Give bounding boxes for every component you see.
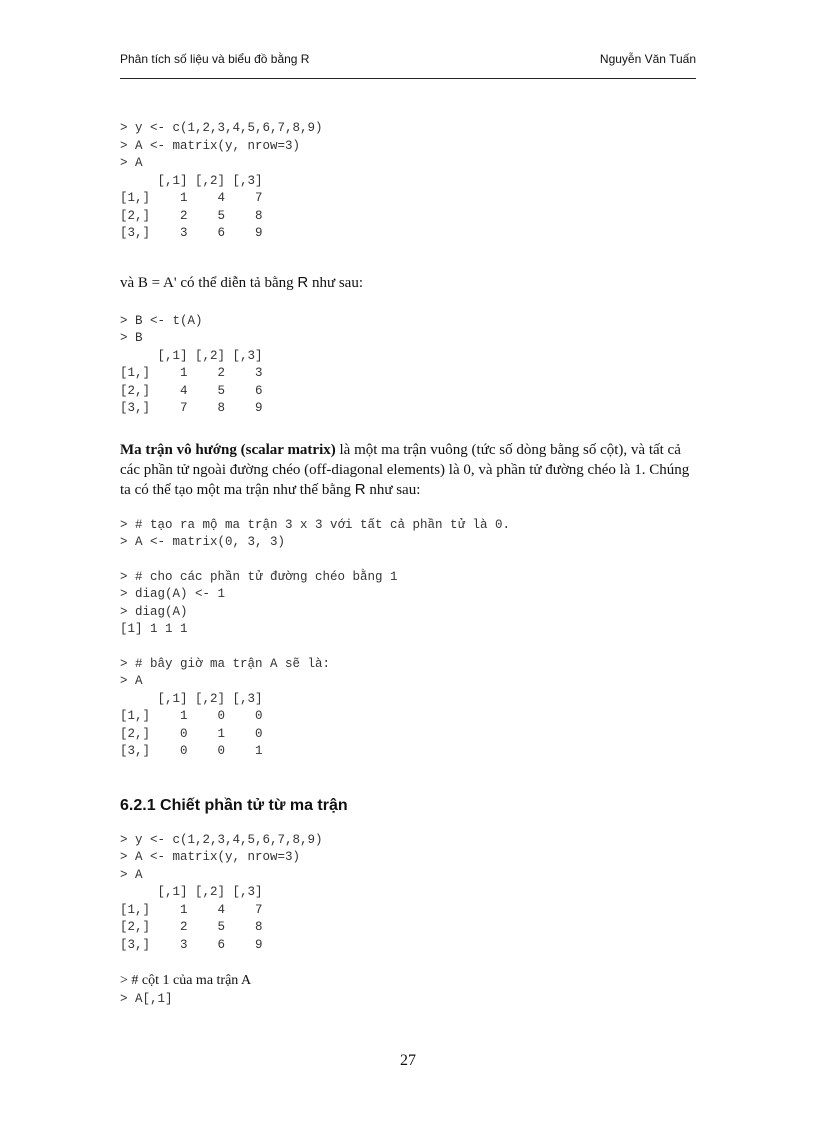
header-author: Nguyễn Văn Tuấn bbox=[599, 52, 696, 66]
page-content bbox=[120, 120, 700, 1009]
term-scalar-matrix: Ma trận vô hướng (scalar matrix) bbox=[120, 441, 336, 458]
code-block-column: > A[,1] bbox=[120, 992, 173, 1006]
code-block-identity-matrix: > # bây giờ ma trận A sẽ là: > A [,1] [,2] [,3] [1,] 1 0 0 [2,] 0 1 0 [3,] 0 0 1 bbox=[120, 656, 331, 758]
paragraph-text: là một ma trận vuông (tức số dòng bằng số cột), và tất cả các phần tử ngoài đường chéo (off-diagonal elements) là 0, và phần tử đường chéo là 1. Chúng ta có thể tạo một ma trận như thế bằng bbox=[120, 441, 690, 498]
paragraph-text: như sau: bbox=[308, 274, 364, 291]
code-block-diag: > # cho các phần tử đường chéo bằng 1 > diag(A) <- 1 > diag(A) [1] 1 1 1 bbox=[120, 569, 398, 636]
code-block-extract: > y <- c(1,2,3,4,5,6,7,8,9) > A <- matrix(y, nrow=3) > A [,1] [,2] [,3] [1,] 1 4 7 [2,] 2 5 8 [3,] 3 6 9 bbox=[120, 832, 323, 952]
paragraph-scalar-matrix bbox=[120, 440, 700, 500]
code-block-matrix-a: > y <- c(1,2,3,4,5,6,7,8,9) > A <- matrix(y, nrow=3) > A [,1] [,2] [,3] [1,] 1 4 7 [2,] 2 5 8 [3,] 3 6 9 bbox=[120, 121, 323, 240]
section-heading: 6.2.1 Chiết phần tử từ ma trận bbox=[120, 796, 348, 814]
header-title: Phân tích số liệu và biểu đồ bằng R bbox=[120, 52, 310, 66]
paragraph-transpose bbox=[120, 273, 700, 293]
code-block-transpose: > B <- t(A) > B [,1] [,2] [,3] [1,] 1 2 3 [2,] 4 5 6 [3,] 7 8 9 bbox=[120, 313, 263, 415]
page-number: 27 bbox=[400, 1052, 416, 1069]
code-block-zero-matrix: > # tạo ra mộ ma trận 3 x 3 với tất cả phần tử là 0. > A <- matrix(0, 3, 3) bbox=[120, 517, 511, 549]
paragraph-text: như sau: bbox=[365, 481, 421, 498]
page-header bbox=[120, 48, 696, 79]
paragraph-text: và B = A' có thể diễn tả bằng bbox=[120, 274, 298, 291]
r-language-name: R bbox=[297, 273, 309, 291]
paragraph-column-comment: > # cột 1 của ma trận A bbox=[120, 973, 252, 988]
r-language-name: R bbox=[354, 480, 366, 498]
